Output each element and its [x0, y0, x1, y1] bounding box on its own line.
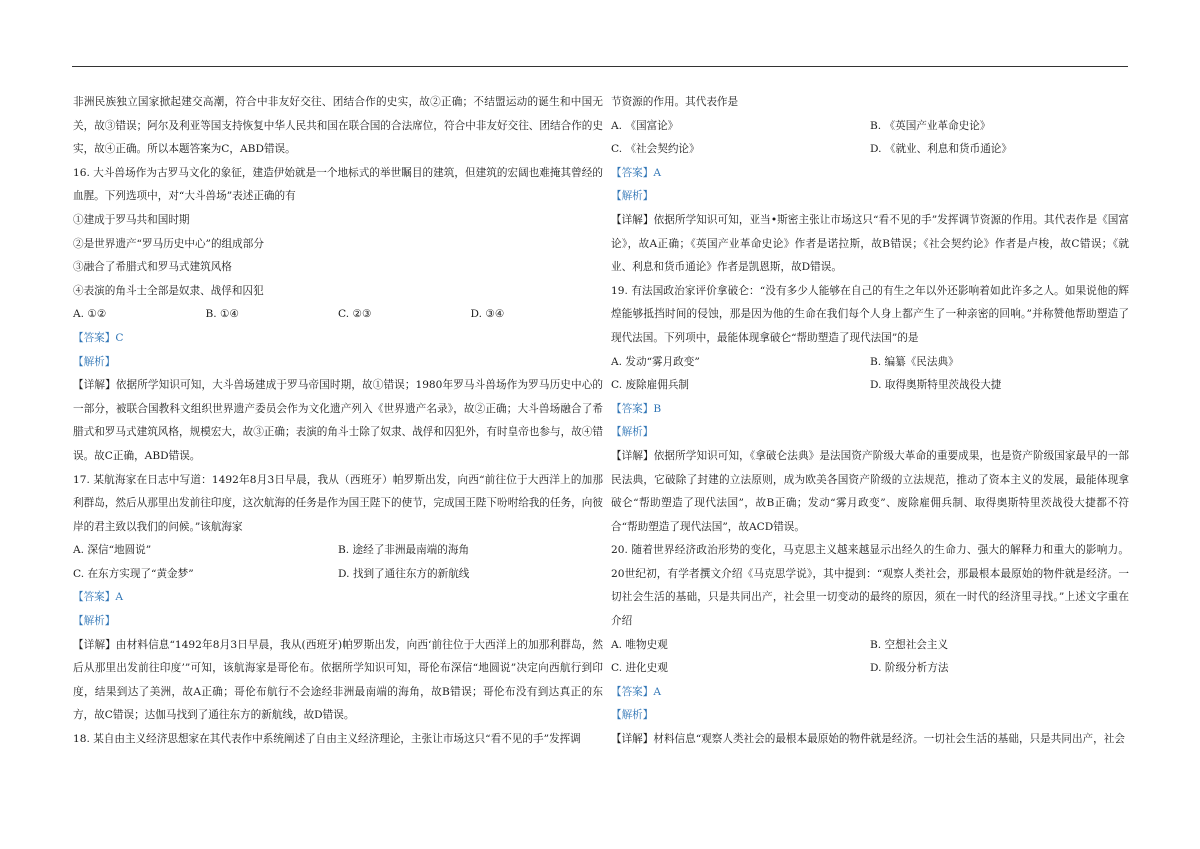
q20-stem: 20. 随着世界经济政治形势的变化，马克思主义越来越显示出经久的生命力、强大的解释力和重大的影响力。20世纪初，有学者撰文介绍《马克思学说》，其中提到：“观察人类社会，那最根本最原始的物件就是经济。一切社会生活的基础，只是共同出产，社会里一切变动的最终的原因，须在一时代的经济里寻找。”上述文字重在介绍	[611, 544, 1129, 628]
q19-stem: 19. 有法国政治家评价拿破仑：“没有多少人能够在自己的有生之年以外还影响着如此许多之人。如果说他的辉煌能够抵挡时间的侵蚀，那是因为他的生命在我们每个人身上都产生了一种亲密的回响。”并称赞他帮助塑造了现代法国。下列项中，最能体现拿破仑“帮助塑造了现代法国”的是	[611, 284, 1129, 344]
q17-option-c: C. 在东方实现了“黄金梦”	[73, 567, 194, 580]
q16-statement-2: ②是世界遗产“罗马历史中心”的组成部分	[73, 237, 264, 250]
q19-detail: 【详解】依据所学知识可知，《拿破仑法典》是法国资产阶级大革命的重要成果，也是资产阶级国家最早的一部民法典，它破除了封建的立法原则，成为欧美各国资产阶级的立法规范，推动了资本主义的发展，最能体现拿破仑“帮助塑造了现代法国”，故B正确；发动“雾月政变”、废除雇佣兵制、取得奥斯特里茨战役大捷都不符合“帮助塑造了现代法国”，故ACD错误。	[611, 449, 1129, 533]
q19-options-row2	[611, 374, 1129, 398]
q17-option-b: B. 途经了非洲最南端的海角	[338, 544, 470, 557]
q18-option-a: A. 《国富论》	[611, 119, 679, 132]
q19-option-b: B. 编纂《民法典》	[870, 355, 959, 368]
q19-answer: 【答案】B	[611, 402, 662, 415]
q16-statement-3: ③融合了希腊式和罗马式建筑风格	[73, 261, 232, 274]
q18-answer: 【答案】A	[611, 166, 662, 179]
q20-option-b: B. 空想社会主义	[870, 638, 949, 651]
q18-stem-continued: 节资源的作用。其代表作是	[611, 96, 739, 108]
q16-option-b: B. ①④	[205, 308, 240, 321]
q16-statement-4: ④表演的角斗士全部是奴隶、战俘和囚犯	[73, 284, 264, 297]
q17-detail: 【详解】由材料信息“1492年8月3日早晨，我从(西班牙)帕罗斯出发，向西‘前往位于大西洋上的加那利群岛，然后从那里出发前往印度’”可知，该航海家是哥伦布。依据所学知识可知，哥伦布深信“地圆说”决定向西航行到印度，结果到达了美洲，故A正确；哥伦布航行不会途经非洲最南端的海角，故B错误；哥伦布没有到达真正的东方，故C错误；达伽马找到了通往东方的新航线，故D错误。	[73, 638, 603, 722]
q20-analysis-label: 【解析】	[611, 709, 654, 722]
q18-options-row1	[611, 115, 1129, 139]
q19-option-d: D. 取得奥斯特里茨战役大捷	[870, 379, 1002, 392]
header-rule	[72, 66, 1128, 67]
q18-stem: 18. 某自由主义经济思想家在其代表作中系统阐述了自由主义经济理论，主张让市场这只“看不见的手”发挥调	[73, 733, 581, 746]
q16-stem: 16. 大斗兽场作为古罗马文化的象征，建造伊始就是一个地标式的举世瞩目的建筑，但建筑的宏阔也难掩其曾经的血腥。下列选项中，对“大斗兽场”表述正确的有	[73, 166, 603, 203]
q17-answer: 【答案】A	[73, 591, 124, 604]
q18-option-d: D. 《就业、利息和货币通论》	[870, 143, 1012, 156]
q17-options-row1	[73, 539, 603, 563]
q16-option-a: A. ①②	[73, 308, 107, 321]
right-column	[611, 91, 1129, 752]
q16-detail: 【详解】依据所学知识可知，大斗兽场建成于罗马帝国时期，故①错误；1980年罗马斗兽场作为罗马历史中心的一部分，被联合国教科文组织世界遗产委员会作为文化遗产列入《世界遗产名录》，故②正确；大斗兽场融合了希腊式和罗马式建筑风格，规模宏大，故③正确；表演的角斗士除了奴隶、战俘和囚犯外，有时皇帝也参与，故④错误。故C正确，ABD错误。	[73, 379, 603, 462]
q16-answer: 【答案】C	[73, 331, 124, 344]
q17-analysis-label: 【解析】	[73, 615, 116, 628]
intro-paragraph: 非洲民族独立国家掀起建交高潮，符合中非友好交往、团结合作的史实，故②正确；不结盟运动的诞生和中国无关，故③错误；阿尔及利亚等国支持恢复中华人民共和国在联合国的合法席位，符合中非友好交往、团结合作的史实，故④正确。所以本题答案为C，ABD错误。	[73, 96, 603, 156]
q18-detail: 【详解】依据所学知识可知，亚当•斯密主张让市场这只“看不见的手”发挥调节资源的作用。其代表作是《国富论》，故A正确；《英国产业革命史论》作者是诺拉斯，故B错误；《社会契约论》作者是卢梭，故C错误；《就业、利息和货币通论》作者是凯恩斯，故D错误。	[611, 213, 1129, 274]
q16-options	[73, 303, 603, 327]
q17-option-d: D. 找到了通往东方的新航线	[338, 567, 470, 580]
q17-options-row2	[73, 563, 603, 587]
q16-analysis-label: 【解析】	[73, 355, 116, 368]
q20-options-row2	[611, 657, 1129, 681]
q17-stem: 17. 某航海家在日志中写道：1492年8月3日早晨，我从（西班牙）帕罗斯出发，向西“前往位于大西洋上的加那利群岛，然后从那里出发前往印度，这次航海的任务是作为国王陛下的使节，完成国王陛下吩咐给我的任务，向彼岸的君主致以我们的问候。”该航海家	[73, 473, 603, 533]
left-column	[73, 91, 603, 752]
q20-option-a: A. 唯物史观	[611, 638, 668, 651]
q19-analysis-label: 【解析】	[611, 426, 654, 439]
q18-option-b: B. 《英国产业革命史论》	[870, 119, 991, 132]
q18-options-row2	[611, 138, 1129, 162]
q20-option-d: D. 阶级分析方法	[870, 662, 949, 675]
q19-option-c: C. 废除雇佣兵制	[611, 379, 690, 392]
q19-option-a: A. 发动“雾月政变”	[611, 355, 700, 368]
q16-option-d: D. ③④	[470, 308, 505, 321]
q20-detail: 【详解】材料信息“观察人类社会的最根本最原始的物件就是经济。一切社会生活的基础，只是共同出产，社会	[611, 733, 1125, 746]
q19-options-row1	[611, 351, 1129, 375]
q18-analysis-label: 【解析】	[611, 190, 654, 203]
q20-option-c: C. 进化史观	[611, 662, 668, 675]
q16-option-c: C. ②③	[338, 308, 372, 321]
q20-answer: 【答案】A	[611, 685, 662, 698]
q17-option-a: A. 深信“地圆说”	[73, 544, 152, 557]
q18-option-c: C. 《社会契约论》	[611, 143, 700, 156]
q20-options-row1	[611, 634, 1129, 658]
q16-statement-1: ①建成于罗马共和国时期	[73, 213, 190, 226]
